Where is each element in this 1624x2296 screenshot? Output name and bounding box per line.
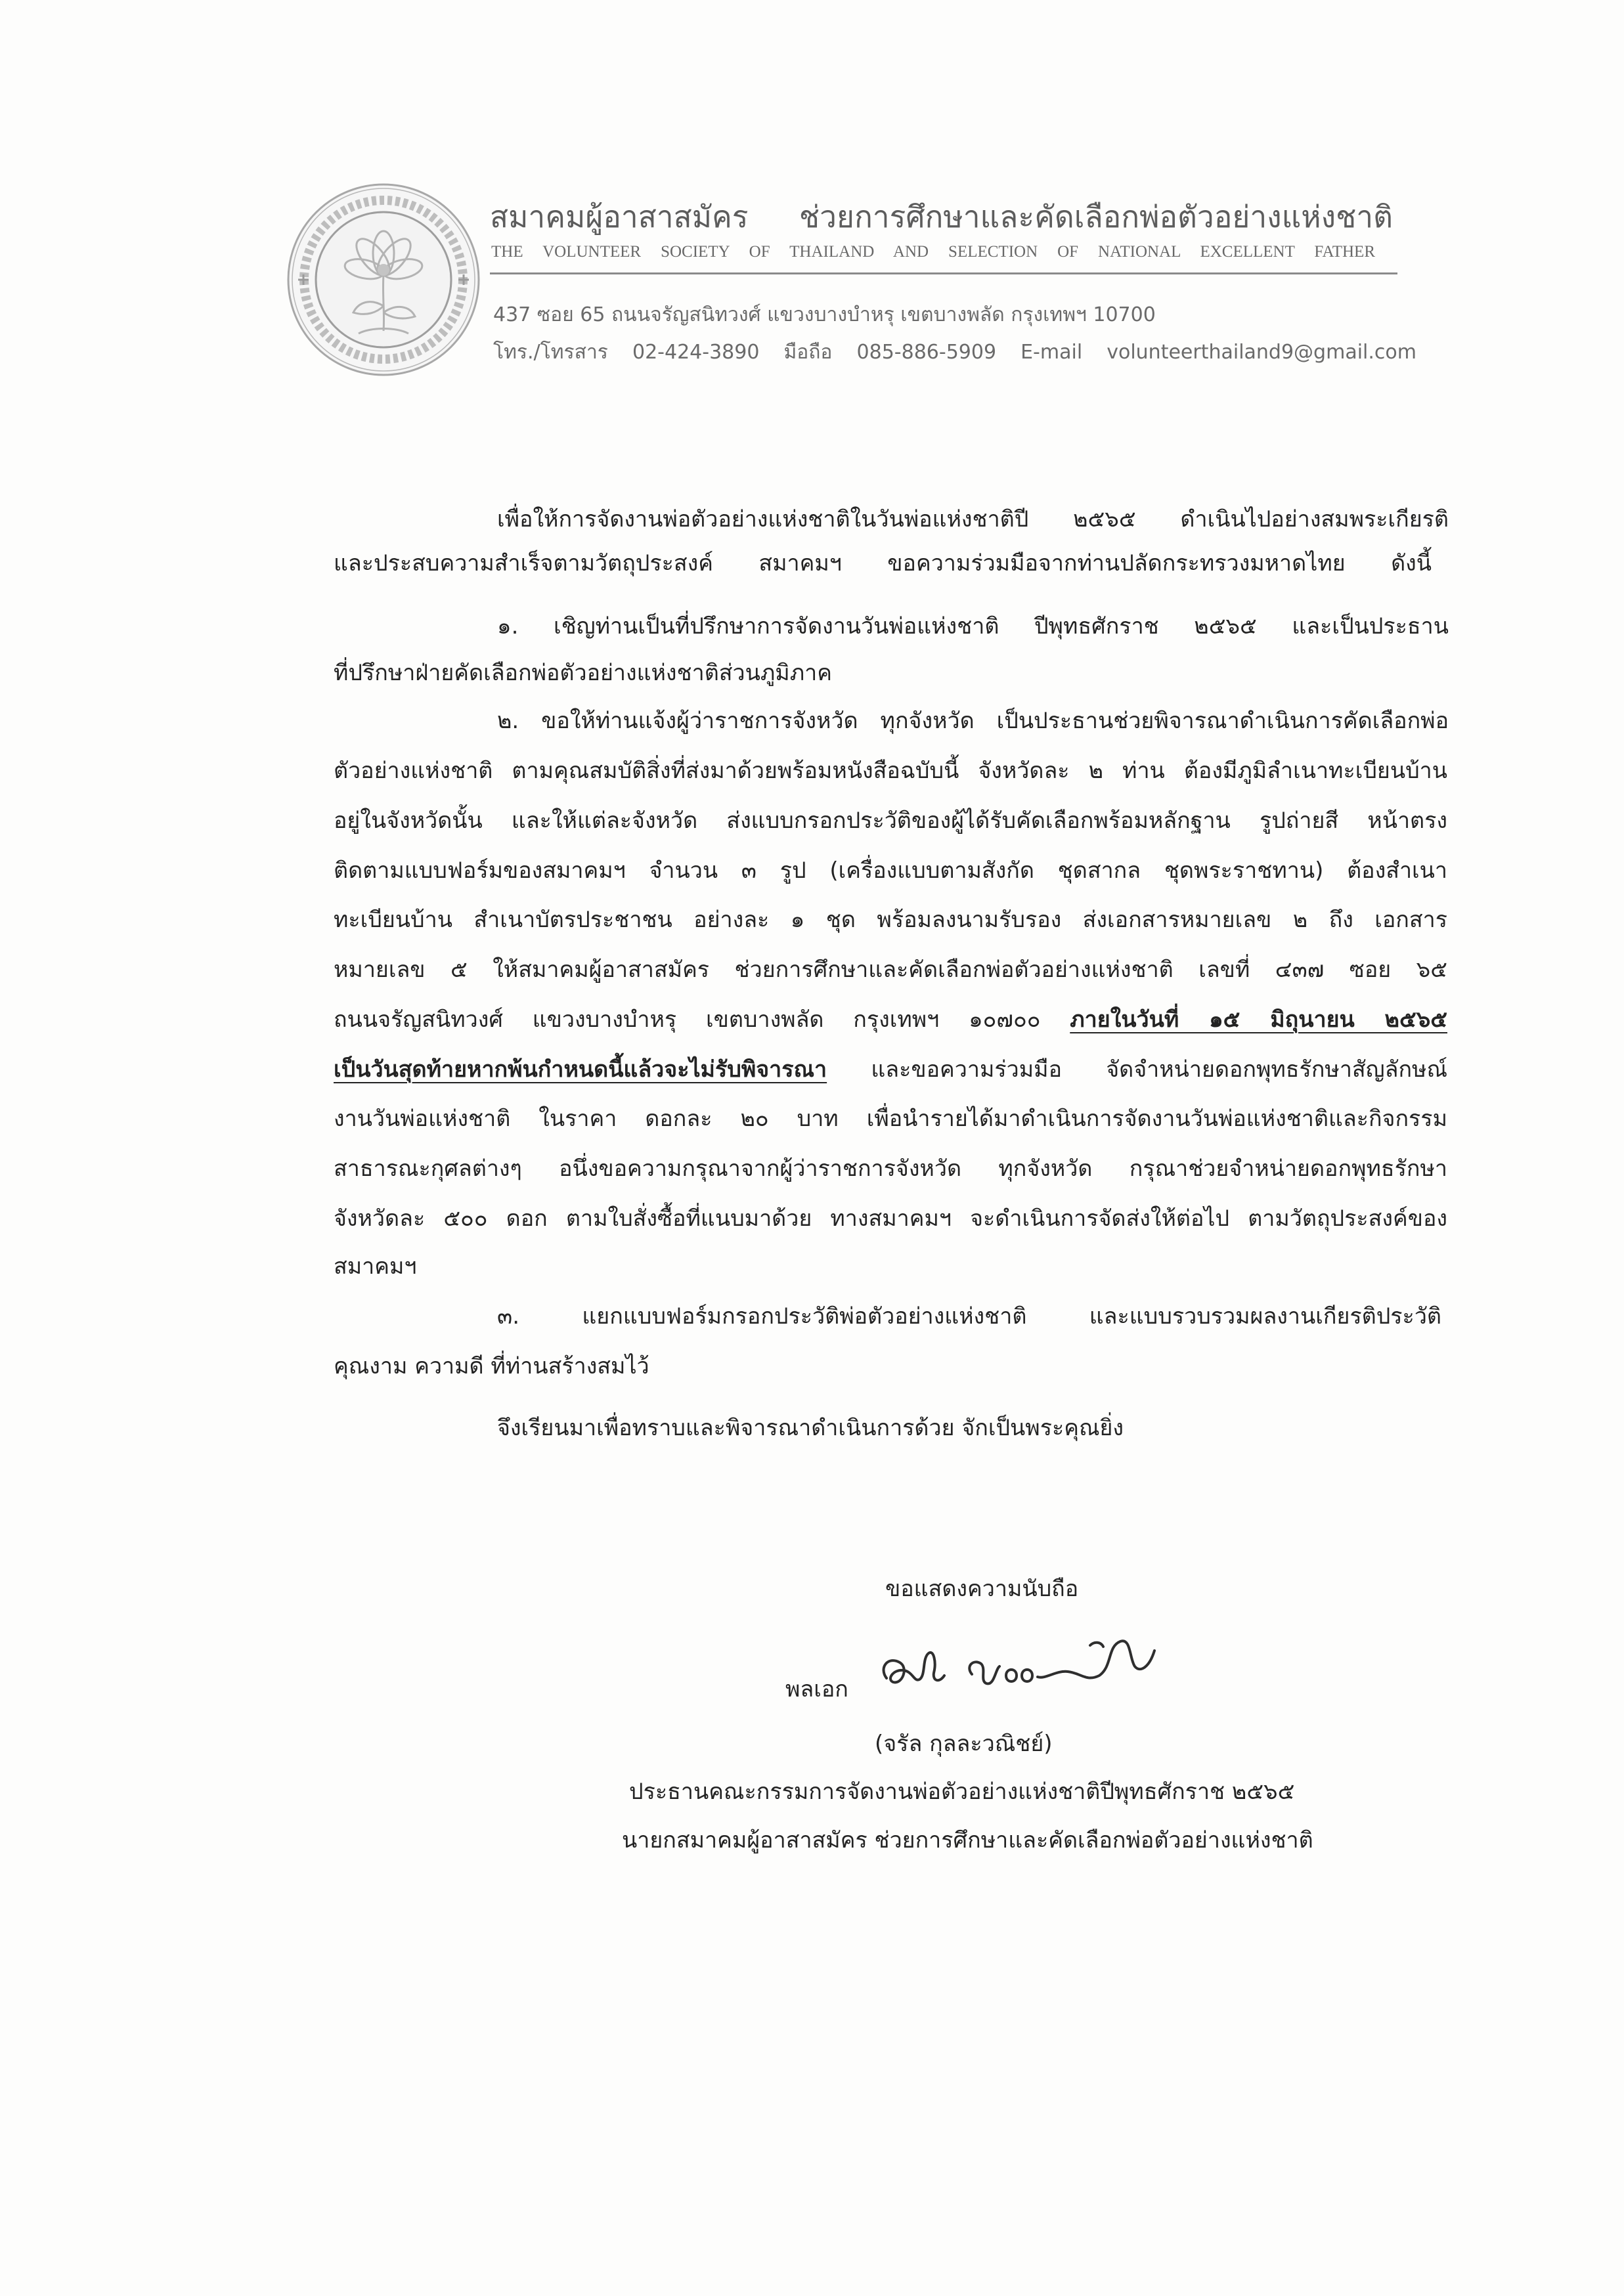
handwritten-signature: [873, 1627, 1162, 1712]
item-1-line: ที่ปรึกษาฝ่ายคัดเลือกพ่อตัวอย่างแห่งชาติส่วนภูมิภาค: [334, 660, 832, 686]
signer-name: (จรัล กุลละวณิชย์): [875, 1731, 1053, 1757]
deadline-line-text: ถนนจรัญสนิทวงศ์ แขวงบางบำหรุ เขตบางพลัด กรุงเทพฯ ๑๐๗๐๐: [334, 1007, 1041, 1033]
item-1-line: ๑. เชิญท่านเป็นที่ปรึกษาการจัดงานวันพ่อแห่งชาติ ปีพุทธศักราช ๒๕๖๕ และเป็นประธาน: [497, 613, 1449, 639]
item-2-line: หมายเลข ๕ ให้สมาคมผู้อาสาสมัคร ช่วยการศึกษาและคัดเลือกพ่อตัวอย่างแห่งชาติ เลขที่ ๔๓๗ ซอย ๖๕: [334, 957, 1447, 983]
item-2-line: งานวันพ่อแห่งชาติ ในราคา ดอกละ ๒๐ บาท เพื่อนำรายได้มาดำเนินการจัดงานวันพ่อแห่งชาติและกิจกรรม: [334, 1106, 1447, 1132]
deadline-line: [334, 999, 1447, 1041]
final-day-notice: เป็นวันสุดท้ายหากพ้นกำหนดนี้แล้วจะไม่รับพิจารณา: [334, 1056, 827, 1083]
signer-rank: พลเอก: [785, 1676, 848, 1702]
society-emblem-icon: [285, 181, 482, 378]
item-2-line: จังหวัดละ ๕๐๐ ดอก ตามใบสั่งซื้อที่แนบมาด้วย ทางสมาคมฯ จะดำเนินการจัดส่งให้ต่อไป ตามวัตถุประสงค์ของ: [334, 1205, 1447, 1232]
item-2-line: ติดตามแบบฟอร์มของสมาคมฯ จำนวน ๓ รูป (เครื่องแบบตามสังกัด ชุดสากล ชุดพระราชทาน) ต้องสำเนา: [334, 857, 1447, 884]
closing-request: จึงเรียนมาเพื่อทราบและพิจารณาดำเนินการด้วย จักเป็นพระคุณยิ่ง: [497, 1415, 1124, 1441]
final-day-line: [334, 1049, 1447, 1091]
signer-position-2: นายกสมาคมผู้อาสาสมัคร ช่วยการศึกษาและคัดเลือกพ่อตัวอย่างแห่งชาติ: [622, 1827, 1313, 1853]
org-address: 437 ซอย 65 ถนนจรัญสนิทวงศ์ แขวงบางบำหรุ เขตบางพลัด กรุงเทพฯ 10700: [493, 303, 1156, 326]
org-contact: โทร./โทรสาร 02-424-3890 มือถือ 085-886-5909 E-mail volunteerthailand9@gmail.com: [493, 341, 1416, 364]
intro-line: และประสบความสำเร็จตามวัตถุประสงค์ สมาคมฯ ขอความร่วมมือจากท่านปลัดกระทรวงมหาดไทย ดังนี้: [334, 550, 1432, 576]
org-name-thai: สมาคมผู้อาสาสมัคร ช่วยการศึกษาและคัดเลือกพ่อตัวอย่างแห่งชาติ: [490, 199, 1393, 234]
org-name-english: THE VOLUNTEER SOCIETY OF THAILAND AND SELECTION OF NATIONAL EXCELLENT FATHER: [491, 243, 1375, 261]
final-day-line-text: และขอความร่วมมือ จัดจำหน่ายดอกพุทธรักษาสัญลักษณ์: [871, 1056, 1448, 1083]
item-2-line: อยู่ในจังหวัดนั้น และให้แต่ละจังหวัด ส่งแบบกรอกประวัติของผู้ได้รับคัดเลือกพร้อมหลักฐาน รูปถ่ายสี หน้าตรง: [334, 808, 1447, 834]
signer-position-1: ประธานคณะกรรมการจัดงานพ่อตัวอย่างแห่งชาติปีพุทธศักราช ๒๕๖๕: [629, 1779, 1295, 1805]
salutation: ขอแสดงความนับถือ: [885, 1576, 1079, 1602]
item-2-line: สาธารณะกุศลต่างๆ อนึ่งขอความกรุณาจากผู้ว่าราชการจังหวัด ทุกจังหวัด กรุณาช่วยจำหน่ายดอกพุทธรักษา: [334, 1156, 1447, 1182]
item-2-line: ตัวอย่างแห่งชาติ ตามคุณสมบัติสิ่งที่ส่งมาด้วยพร้อมหนังสือฉบับนี้ จังหวัดละ ๒ ท่าน ต้องมีภูมิลำเนาทะเบียนบ้าน: [334, 758, 1447, 784]
letterhead-divider: [490, 272, 1397, 274]
item-2-line: ๒. ขอให้ท่านแจ้งผู้ว่าราชการจังหวัด ทุกจังหวัด เป็นประธานช่วยพิจารณาดำเนินการคัดเลือกพ่อ: [497, 708, 1449, 734]
item-3-line: ๓. แยกแบบฟอร์มกรอกประวัติพ่อตัวอย่างแห่งชาติ และแบบรวบรวมผลงานเกียรติประวัติ: [497, 1303, 1441, 1330]
intro-line: เพื่อให้การจัดงานพ่อตัวอย่างแห่งชาติในวันพ่อแห่งชาติปี ๒๕๖๕ ดำเนินไปอย่างสมพระเกียรติ: [497, 506, 1449, 532]
item-2-line: ทะเบียนบ้าน สำเนาบัตรประชาชน อย่างละ ๑ ชุด พร้อมลงนามรับรอง ส่งเอกสารหมายเลข ๒ ถึง เอกสาร: [334, 907, 1447, 933]
deadline-date: ภายในวันที่ ๑๕ มิถุนายน ๒๕๖๕: [1070, 1007, 1448, 1033]
item-2-line: สมาคมฯ: [334, 1253, 417, 1280]
item-3-line: คุณงาม ความดี ที่ท่านสร้างสมไว้: [334, 1353, 649, 1379]
